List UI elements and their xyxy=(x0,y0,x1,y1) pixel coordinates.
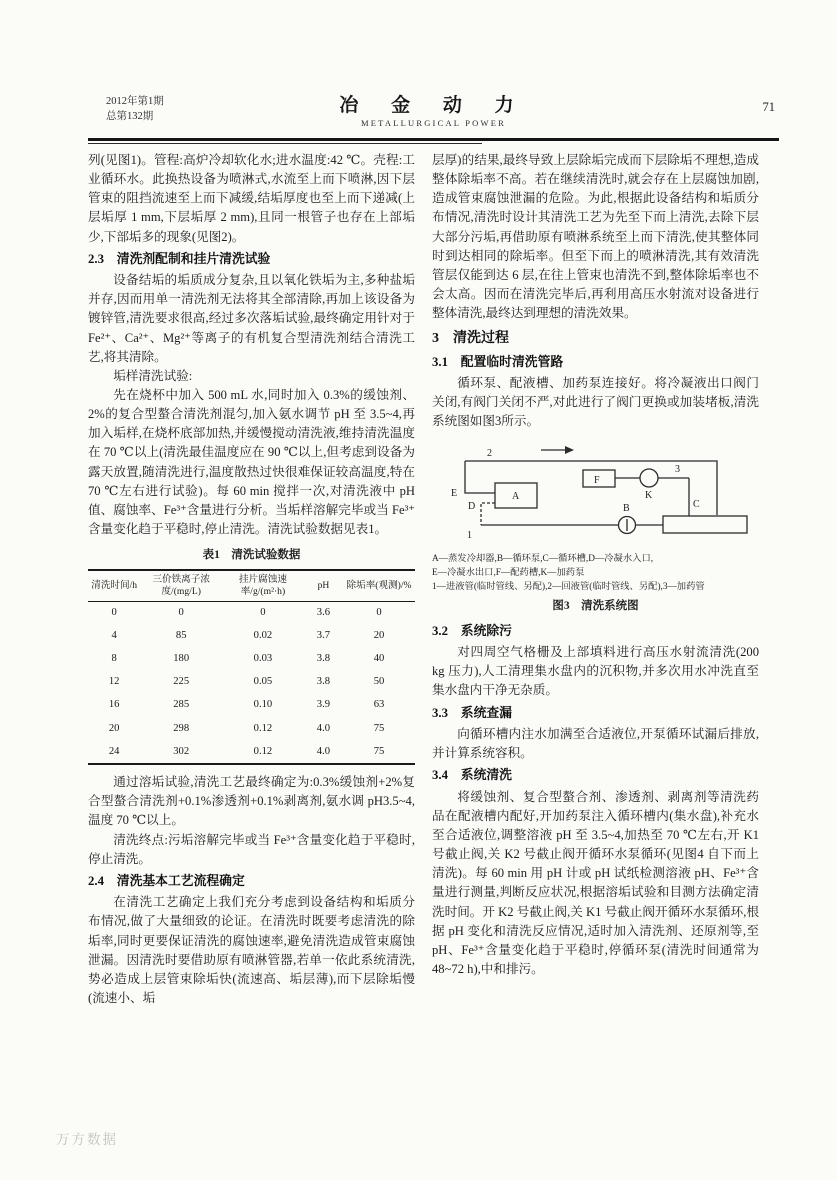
figure-3 xyxy=(432,441,759,615)
paragraph: 设备结垢的垢质成分复杂,且以氧化铁垢为主,多种盐垢并存,因而用单一清洗剂无法将其全部清除,再加上该设备为镀锌管,清洗要求很高,经过多次落垢试验,最终确定用针对于 Fe²⁺、Ca²⁺、Mg²⁺等离子的有机复合型清洗剂结合清洗工艺,将其清除。 xyxy=(88,273,415,364)
cell: 3.8 xyxy=(316,676,331,688)
cell: 0 xyxy=(376,607,382,619)
table-row xyxy=(88,625,415,648)
section-heading-2-3: 2.3 清洗剂配制和挂片清洗试验 xyxy=(88,251,271,266)
cell: 4.0 xyxy=(316,722,331,734)
cell: 8 xyxy=(111,653,117,665)
table-row xyxy=(88,648,415,671)
paragraph: 层厚)的结果,最终导致上层除垢完成而下层除垢不理想,造成整体除垢率不高。若在继续清洗时,就会存在上层腐蚀加剧,造成管束腐蚀泄漏的危险。为此,根据此设备结构和垢质分布情况,清洗时设计其清洗工艺为先至下而上清洗,去除下层大部分污垢,再借助原有喷淋系统至上而下清洗,使其整体同时到达相同的除垢率。但至下而上的喷淋清洗,其有效清洗管层仅能到达 6 层,在往上管束也清洗不到,整体除垢率也不会太高。因而在清洗完毕后,再利用高压水射流对设备进行整体清洗,最终达到理想的清洗效果。 xyxy=(432,153,759,321)
label-A: A xyxy=(511,491,519,503)
label-K: K xyxy=(644,490,652,502)
issue-line2: 总第132期 xyxy=(106,111,154,123)
paragraph: 将缓蚀剂、复合型螯合剂、渗透剂、剥离剂等清洗药品在配液槽内配好,开加药泵注入循环槽内(集水盘),补充水至合适液位,调整溶液 pH 至 3.5~4,加热至 70 ℃左右,开 K1 号截止阀,关 K2 号截止阀开循环水泵循环(见图4 自下而上清洗)。每 60 min 用 pH 计或 pH 试纸检测溶液 pH、Fe³⁺含量进行测量,判断反应状况,根据溶垢试验和目测方法确定清洗时间。开 K2 号截止阀,关 K1 号截止阀开循环水泵循环,根据 pH 变化和清洗反应情况,适时加入清洗剂、还原剂等,至 pH、Fe³⁺含量变化趋于平稳时,停循环泵(清洗时间通常为 48~72 h),中和排污。 xyxy=(432,789,759,976)
watermark: 万方数据 xyxy=(56,1132,118,1147)
cell: 3.9 xyxy=(316,699,331,711)
caption-line: A—蒸发冷却器,B—循环泵,C—循环槽,D—冷凝水入口, xyxy=(432,554,654,565)
cell: 24 xyxy=(108,745,120,757)
cell: 0 xyxy=(260,607,266,619)
page-number: 71 xyxy=(762,100,775,114)
paragraph: 列(见图1)。管程:高炉冷却软化水;进水温度:42 ℃。壳程:工业循环水。此换热设备为喷淋式,水流至上而下喷淋,因下层管束的阻挡流速至上而下减缓,结垢厚度也至上而下递减(上层垢厚 1 mm,下层垢厚 2 mm),且同一根管子也存在上部垢少,下部垢多的现象(见图2)。 xyxy=(88,153,415,244)
cell: 0 xyxy=(111,607,117,619)
paragraph: 对四周空气格栅及上部填料进行高压水射流清洗(200 kg 压力),人工清理集水盘内的沉积物,并多次用水冲洗直至集水盘内干净无杂质。 xyxy=(432,645,759,698)
journal-title: 冶 金 动 力 xyxy=(339,95,528,116)
cell: 4 xyxy=(111,630,117,642)
cell: 4.0 xyxy=(316,745,331,757)
section-heading-2-4: 2.4 清洗基本工艺流程确定 xyxy=(88,873,245,888)
paragraph: 循环泵、配液槽、加药泵连接好。将冷凝液出口阀门关闭,有阀门关闭不严,对此进行了阀门更换或加装堵板,清洗系统图如图3所示。 xyxy=(432,375,759,429)
paragraph: 在清洗工艺确定上我们充分考虑到设备结构和垢质分布情况,做了大量细致的论证。在清洗时既要考虑清洗的除垢率,同时更要保证清洗的腐蚀速率,避免清洗造成管束腐蚀泄漏。因清洗时要借助原有喷淋管器,若单一依此系统清洗,势必造成上层管束除垢快(流速高、垢层薄),而下层除垢慢(流速小、垢 xyxy=(88,895,415,1006)
circulation-tank xyxy=(663,516,747,533)
col-header: 除垢率(观测)/% xyxy=(343,570,415,601)
cell: 0.02 xyxy=(253,630,273,642)
section-heading-3-1: 3.1 配置临时清洗管路 xyxy=(432,354,564,369)
section-heading-3-4: 3.4 系统清洗 xyxy=(432,768,512,783)
condensate-inlet-branch xyxy=(481,503,495,525)
col-header: 清洗时间/h xyxy=(88,570,140,601)
cell: 20 xyxy=(108,722,120,734)
table-row xyxy=(88,601,415,625)
section-heading-3: 3 清洗过程 xyxy=(432,331,509,347)
section-heading-3-3: 3.3 系统查漏 xyxy=(432,705,512,720)
cell: 75 xyxy=(373,722,385,734)
cell: 302 xyxy=(173,745,190,757)
cleaning-system-diagram xyxy=(437,441,755,549)
figure-3-caption xyxy=(432,553,759,595)
flow-arrow-head xyxy=(565,446,574,454)
paragraph: 先在烧杯中加入 500 mL 水,同时加入 0.3%的缓蚀剂、2%的复合型螯合清洗剂混匀,加入氨水调节 pH 至 3.5~4,再加入垢样,在烧杯底部加热,并缓慢搅动清洗液,维持清洗温度在 70 ℃以上(清洗最佳温度应在 90 ℃以上,但考虑到设备为露天放置,随清洗进行,温度散热过快很难保证较高温度,特在 70 ℃左右进行试验)。每 60 min 搅拌一次,对清洗液中 pH 值、腐蚀率、Fe³⁺含量进行分析。当垢样溶解完毕或当 Fe³⁺含量变化趋于平稳时,停止清洗。清洗试验数据见表1。 xyxy=(88,387,415,536)
cell: 0.05 xyxy=(253,676,273,688)
two-column-body xyxy=(88,151,779,1008)
label-1: 1 xyxy=(466,530,472,542)
section-heading-3-2: 3.2 系统除污 xyxy=(432,623,512,638)
cell: 75 xyxy=(373,745,385,757)
page-header xyxy=(88,90,779,130)
label-2: 2 xyxy=(486,448,492,460)
cell: 0.12 xyxy=(253,722,273,734)
col-header: 三价铁离子浓度/(mg/L) xyxy=(140,570,222,601)
label-D: D xyxy=(467,501,475,513)
header-rule xyxy=(88,138,779,144)
cell: 85 xyxy=(175,630,187,642)
label-B: B xyxy=(622,503,630,515)
label-E: E xyxy=(450,488,457,500)
cell: 3.7 xyxy=(316,630,331,642)
paragraph: 垢样清洗试验: xyxy=(113,368,193,383)
paragraph: 向循环槽内注水加满至合适液位,开泵循环试漏后排放,并计算系统容积。 xyxy=(432,726,759,761)
label-F: F xyxy=(593,475,600,487)
col-header: pH xyxy=(304,570,343,601)
cell: 0.12 xyxy=(253,745,273,757)
figure-3-title: 图3 清洗系统图 xyxy=(552,600,639,613)
cell: 3.8 xyxy=(316,653,331,665)
cell: 298 xyxy=(173,722,190,734)
cell: 3.6 xyxy=(316,607,331,619)
left-column xyxy=(88,151,415,1008)
cell: 225 xyxy=(173,676,190,688)
table-1 xyxy=(88,569,415,766)
right-column xyxy=(432,151,759,1008)
cell: 0.03 xyxy=(253,653,273,665)
outlet-pipe xyxy=(465,461,495,493)
cell: 50 xyxy=(373,676,385,688)
journal-title-block xyxy=(88,90,779,128)
cell: 285 xyxy=(173,699,190,711)
journal-title-en: METALLURGICAL POWER xyxy=(361,118,506,128)
table-row xyxy=(88,671,415,694)
table-1-title: 表1 清洗试验数据 xyxy=(202,549,301,562)
table-row xyxy=(88,694,415,717)
dosing-pump xyxy=(640,469,658,487)
cell: 0.10 xyxy=(253,699,273,711)
table-header-row xyxy=(88,570,415,601)
table-row xyxy=(88,740,415,764)
cell: 63 xyxy=(373,699,385,711)
cell: 180 xyxy=(173,653,190,665)
cell: 40 xyxy=(373,653,385,665)
label-C: C xyxy=(692,499,700,511)
issue-line1: 2012年第1期 xyxy=(106,96,164,107)
cell: 12 xyxy=(108,676,120,688)
cell: 20 xyxy=(373,630,385,642)
table-row xyxy=(88,717,415,740)
caption-line: 1—进液管(临时管线、另配),2—回液管(临时管线、另配),3—加药管 xyxy=(432,582,705,593)
paragraph: 清洗终点:污垢溶解完毕或当 Fe³⁺含量变化趋于平稳时,停止清洗。 xyxy=(88,832,415,866)
caption-line: E—冷凝水出口,F—配药槽,K—加药泵 xyxy=(432,568,585,579)
cell: 16 xyxy=(108,699,120,711)
paragraph: 通过溶垢试验,清洗工艺最终确定为:0.3%缓蚀剂+2%复合型螯合清洗剂+0.1%渗透剂+0.1%剥离剂,氨水调 pH3.5~4,温度 70 ℃以上。 xyxy=(88,775,415,828)
col-header: 挂片腐蚀速率/g/(m²·h) xyxy=(222,570,304,601)
cell: 0 xyxy=(178,607,184,619)
label-3: 3 xyxy=(674,464,680,476)
